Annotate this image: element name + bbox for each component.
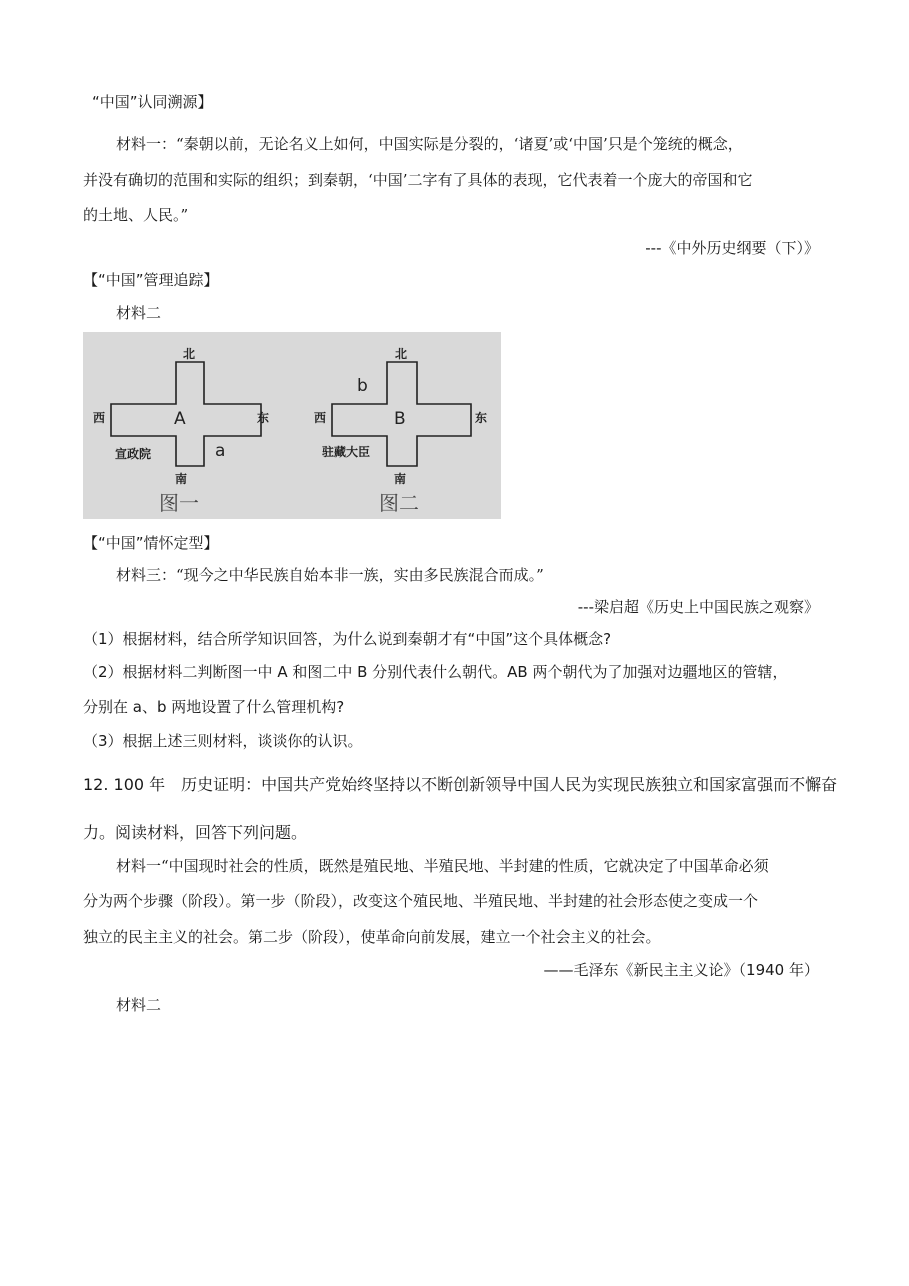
material1-source: ---《中外历史纲要（下）》 <box>645 239 819 257</box>
fig2-center-label: B <box>394 409 406 429</box>
material3-text: 材料三：“现今之中华民族自始本非一族，实由多民族混合而成。” <box>116 566 544 584</box>
fig2-north: 北 <box>395 347 408 361</box>
material1-line1: 材料一：“秦朝以前，无论名义上如何，中国实际是分裂的，‘诸夏’或‘中国’只是个笼统的概念， <box>116 135 743 153</box>
fig1-south: 南 <box>175 472 188 486</box>
cross-diagram-figure <box>83 332 501 519</box>
p12-material1-line3: 独立的民主主义的社会。第二步（阶段），使革命向前发展，建立一个社会主义的社会。 <box>83 928 661 946</box>
question2-line1: （2）根据材料二判断图一中 A 和图二中 B 分别代表什么朝代。AB 两个朝代为了加强对边疆地区的管辖， <box>83 663 788 681</box>
material1-line3: 的土地、人民。” <box>83 206 189 224</box>
p12-material1-line2: 分为两个步骤（阶段）。第一步（阶段），改变这个殖民地、半殖民地、半封建的社会形态使之变成一个 <box>83 892 759 910</box>
material3-source: ---梁启超《历史上中国民族之观察》 <box>577 598 819 616</box>
problem12-line2: 力。阅读材料，回答下列问题。 <box>83 823 308 842</box>
material1-line2: 并没有确切的范围和实际的组织；到秦朝，‘中国’二字有了具体的表现，它代表着一个庞大的帝国和它 <box>83 171 753 189</box>
fig1-west: 西 <box>93 411 106 425</box>
fig1-east: 东 <box>257 411 270 425</box>
p12-material1-source: ——毛泽东《新民主主义论》（1940 年） <box>543 961 819 979</box>
section3-heading: 【“中国”情怀定型】 <box>83 534 219 552</box>
fig2-south: 南 <box>394 472 407 486</box>
section1-heading: “中国”认同溯源】 <box>92 93 213 111</box>
fig2-east: 东 <box>475 411 488 425</box>
question1: （1）根据材料，结合所学知识回答，为什么说到秦朝才有“中国”这个具体概念? <box>83 630 612 648</box>
problem12-line1: 12. 100 年 历史证明：中国共产党始终坚持以不断创新领导中国人民为实现民族独立和国家富强而不懈奋 <box>83 775 838 794</box>
fig1-side-label: a <box>215 441 226 461</box>
question3: （3）根据上述三则材料，谈谈你的认识。 <box>83 732 363 750</box>
fig2-west: 西 <box>314 411 327 425</box>
fig1-place-label: 宣政院 <box>115 447 152 461</box>
material2-label: 材料二 <box>116 304 162 322</box>
fig2-side-label: b <box>357 376 368 396</box>
question2-line2: 分别在 a、b 两地设置了什么管理机构? <box>83 698 345 716</box>
fig1-center-label: A <box>174 409 186 429</box>
fig1-north: 北 <box>183 347 196 361</box>
p12-material2-label: 材料二 <box>116 996 162 1014</box>
section2-heading: 【“中国”管理追踪】 <box>83 271 219 289</box>
fig1-caption: 图一 <box>159 491 199 515</box>
fig2-place-label: 驻藏大臣 <box>322 445 371 459</box>
fig2-caption: 图二 <box>379 491 419 515</box>
p12-material1-line1: 材料一“中国现时社会的性质，既然是殖民地、半殖民地、半封建的性质，它就决定了中国革命必须 <box>116 857 769 875</box>
